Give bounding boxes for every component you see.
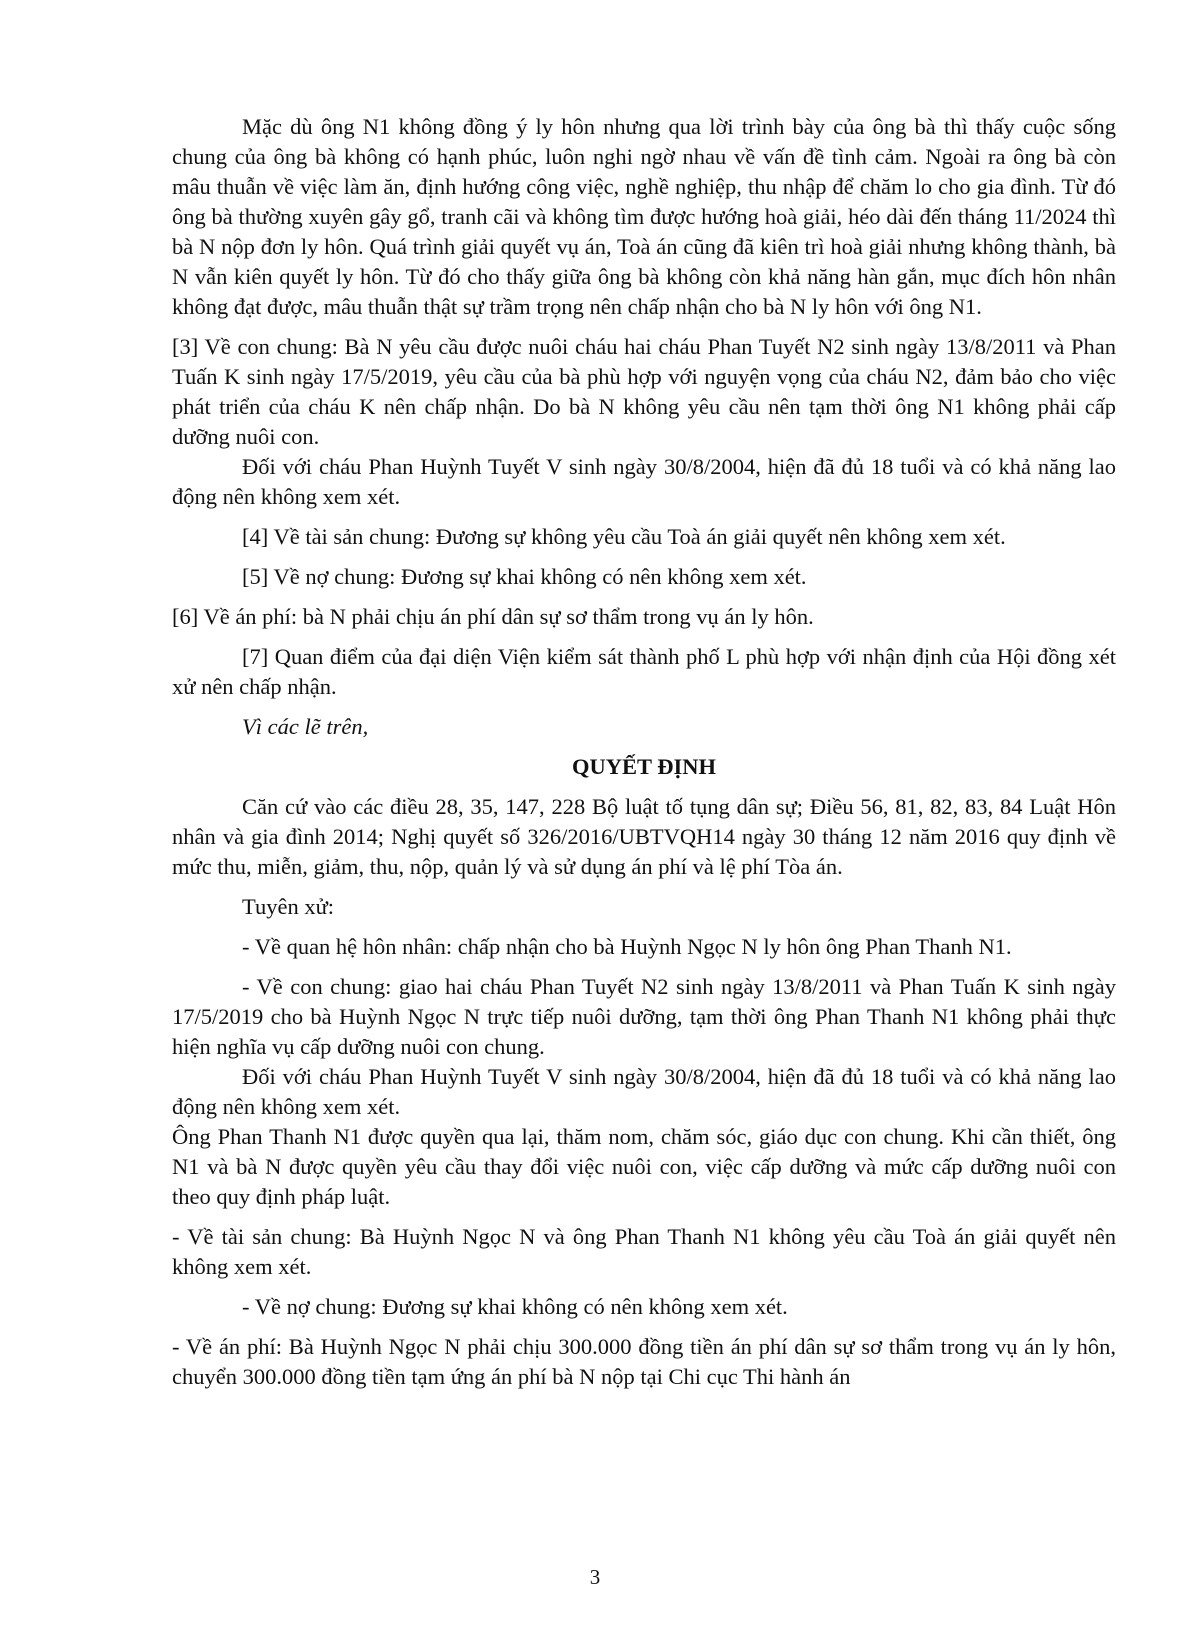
- paragraph-section-6-fees: [6] Về án phí: bà N phải chịu án phí dân sự sơ thẩm trong vụ án ly hôn.: [172, 604, 814, 629]
- paragraph-verdict-debt: - Về nợ chung: Đương sự khai không có nên không xem xét.: [242, 1294, 788, 1319]
- paragraph-legal-basis: Căn cứ vào các điều 28, 35, 147, 228 Bộ luật tố tụng dân sự; Điều 56, 81, 82, 83, 84 Luật Hôn nhân và gia đình 2014; Nghị quyết số 326/2016/UBTVQH14 ngày 30 tháng 12 năm 2016 quy định về mức thu, miễn, giảm, thu, nộp, quản lý và sử dụng án phí và lệ phí Tòa án.: [172, 794, 1116, 879]
- paragraph-section-7-procuracy: [7] Quan điểm của đại diện Viện kiểm sát thành phố L phù hợp với nhận định của Hội đồng xét xử nên chấp nhận.: [172, 644, 1116, 699]
- page-number: 3: [589, 1565, 601, 1589]
- paragraph-section-4-property: [4] Về tài sản chung: Đương sự không yêu cầu Toà án giải quyết nên không xem xét.: [242, 524, 1006, 549]
- paragraph-reasoning-divorce: Mặc dù ông N1 không đồng ý ly hôn nhưng qua lời trình bày của ông bà thì thấy cuộc sống chung của ông bà không có hạnh phúc, luôn nghi ngờ nhau về vấn đề tình cảm. Ngoài ra ông bà còn mâu thuẫn về việc làm ăn, định hướng công việc, nghề nghiệp, thu nhập để chăm lo cho gia đình. Từ đó ông bà thường xuyên gây gổ, tranh cãi và không tìm được hướng hoà giải, héo dài đến tháng 11/2024 thì bà N nộp đơn ly hôn. Quá trình giải quyết vụ án, Toà án cũng đã kiên trì hoà giải nhưng không thành, bà N vẫn kiên quyết ly hôn. Từ đó cho thấy giữa ông bà không còn khả năng hàn gắn, mục đích hôn nhân không đạt được, mâu thuẫn thật sự trầm trọng nên chấp nhận cho bà N ly hôn với ông N1.: [172, 114, 1116, 319]
- paragraph-verdict-fees: - Về án phí: Bà Huỳnh Ngọc N phải chịu 300.000 đồng tiền án phí dân sự sơ thẩm trong vụ án ly hôn, chuyển 300.000 đồng tiền tạm ứng án phí bà N nộp tại Chi cục Thi hành án: [172, 1334, 1116, 1389]
- paragraph-verdict-property: - Về tài sản chung: Bà Huỳnh Ngọc N và ông Phan Thanh N1 không yêu cầu Toà án giải quyết nên không xem xét.: [172, 1224, 1116, 1279]
- paragraph-for-these-reasons: Vì các lẽ trên,: [242, 714, 369, 739]
- paragraph-adult-child: Đối với cháu Phan Huỳnh Tuyết V sinh ngày 30/8/2004, hiện đã đủ 18 tuổi và có khả năng lao động nên không xem xét.: [172, 454, 1116, 509]
- paragraph-verdict-adult-child: Đối với cháu Phan Huỳnh Tuyết V sinh ngày 30/8/2004, hiện đã đủ 18 tuổi và có khả năng lao động nên không xem xét.: [172, 1064, 1116, 1119]
- document-page: [172, 112, 1116, 1402]
- paragraph-verdict-label: Tuyên xử:: [242, 894, 335, 919]
- paragraph-visitation-rights: Ông Phan Thanh N1 được quyền qua lại, thăm nom, chăm sóc, giáo dục con chung. Khi cần thiết, ông N1 và bà N được quyền yêu cầu thay đổi việc nuôi con, việc cấp dưỡng và mức cấp dưỡng nuôi con theo quy định pháp luật.: [172, 1124, 1116, 1209]
- paragraph-verdict-marriage: - Về quan hệ hôn nhân: chấp nhận cho bà Huỳnh Ngọc N ly hôn ông Phan Thanh N1.: [242, 934, 1012, 959]
- decision-heading: QUYẾT ĐỊNH: [572, 754, 716, 779]
- paragraph-section-3-children: [3] Về con chung: Bà N yêu cầu được nuôi cháu hai cháu Phan Tuyết N2 sinh ngày 13/8/2011 và Phan Tuấn K sinh ngày 17/5/2019, yêu cầu của bà phù hợp với nguyện vọng của cháu N2, đảm bảo cho việc phát triển của cháu K nên chấp nhận. Do bà N không yêu cầu nên tạm thời ông N1 không phải cấp dưỡng nuôi con.: [172, 334, 1116, 449]
- paragraph-verdict-children: - Về con chung: giao hai cháu Phan Tuyết N2 sinh ngày 13/8/2011 và Phan Tuấn K sinh ngày 17/5/2019 cho bà Huỳnh Ngọc N trực tiếp nuôi dưỡng, tạm thời ông Phan Thanh N1 không phải thực hiện nghĩa vụ cấp dưỡng nuôi con chung.: [172, 974, 1116, 1059]
- paragraph-section-5-debt: [5] Về nợ chung: Đương sự khai không có nên không xem xét.: [242, 564, 807, 589]
